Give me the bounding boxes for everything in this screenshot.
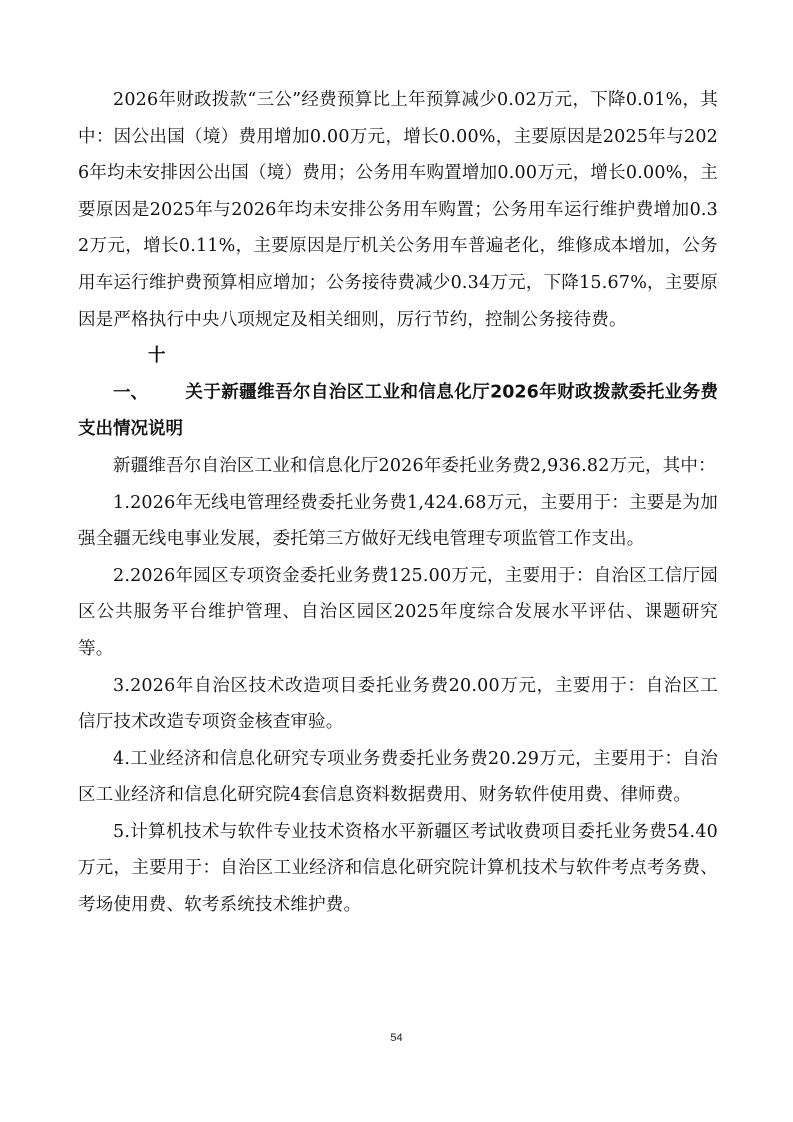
entrusted-fee-item-2: 2.2026年园区专项资金委托业务费125.00万元，主要用于：自治区工信厅园区公共服务平台维护管理、自治区园区2025年度综合发展水平评估、课题研究等。 (78, 565, 718, 659)
page-number: 54 (390, 1032, 403, 1044)
entrusted-fee-item-3: 3.2026年自治区技术改造项目委托业务费20.00万元，主要用于：自治区工信厅技术改造专项资金核查审验。 (78, 675, 718, 733)
entrusted-fee-item-4: 4.工业经济和信息化研究专项业务费委托业务费20.29万元，主要用于：自治区工业经济和信息化研究院4套信息资料数据费用、财务软件使用费、律师费。 (78, 748, 718, 806)
document-page (78, 82, 718, 924)
three-public-expenses-paragraph: 2026年财政拨款“三公”经费预算比上年预算减少0.02万元，下降0.01%，其中：因公出国（境）费用增加0.00万元，增长0.00%，主要原因是2025年与2026年均未安排因公出国（境）费用；公务用车购置增加0.00万元，增长0.00%，主要原因是2025年与2026年均未安排公务用车购置；公务用车运行维护费增加0.32万元，增长0.11%，主要原因是厅机关公务用车普遍老化，维修成本增加，公务用车运行维护费预算相应增加；公务接待费减少0.34万元，下降15.67%，主要原因是严格执行中央八项规定及相关细则，厉行节约，控制公务接待费。 (78, 90, 718, 330)
section-title: 关于新疆维吾尔自治区工业和信息化厅2026年财政拨款委托业务费支出情况说明 (78, 382, 718, 440)
entrusted-fee-item-5: 5.计算机技术与软件专业技术资格水平新疆区考试收费项目委托业务费54.40万元，主要用于：自治区工业经济和信息化研究院计算机技术与软件考点考务费、考场使用费、软考系统技术维护费。 (78, 821, 718, 916)
entrusted-fee-item-1: 1.2026年无线电管理经费委托业务费1,424.68万元，主要用于：主要是为加强全疆无线电事业发展，委托第三方做好无线电管理专项监管工作支出。 (78, 492, 718, 550)
section-number: 十一、 (113, 346, 166, 403)
entrusted-fee-total-paragraph: 新疆维吾尔自治区工业和信息化厅2026年委托业务费2,936.82万元，其中： (113, 455, 716, 476)
section-heading (78, 338, 718, 448)
